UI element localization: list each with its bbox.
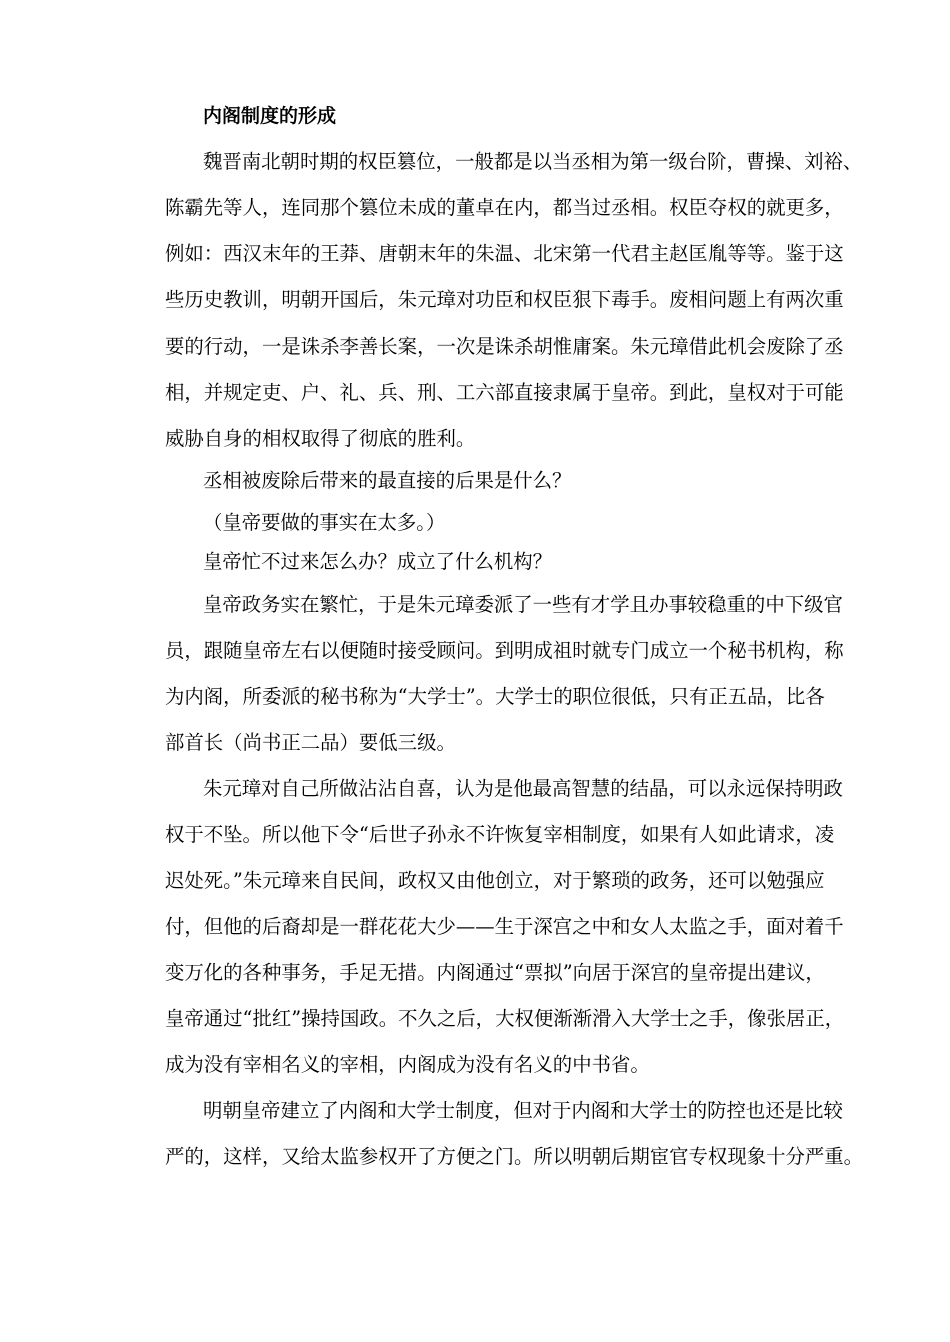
question-1: 丞相被废除后带来的最直接的后果是什么？ — [203, 469, 572, 492]
document-title: 内阁制度的形成 — [203, 105, 337, 127]
paragraph-3-line-7: 成为没有宰相名义的宰相，内阁成为没有名义的中书省。 — [165, 1053, 650, 1076]
paragraph-1-line-5: 要的行动，一是诛杀李善长案，一次是诛杀胡惟庸案。朱元璋借此机会废除了丞 — [165, 335, 844, 358]
paragraph-3-line-2: 权于不坠。所以他下令“后世子孙永不许恢复宰相制度，如果有人如此请求，凌 — [165, 823, 835, 846]
paragraph-3-line-5: 变万化的各种事务，手足无措。内阁通过“票拟”向居于深宫的皇帝提出建议， — [165, 961, 825, 984]
paragraph-1-line-7: 威胁自身的相权取得了彻底的胜利。 — [165, 427, 476, 450]
paragraph-1-line-1: 魏晋南北朝时期的权臣篡位，一般都是以当丞相为第一级台阶，曹操、刘裕、 — [203, 150, 863, 173]
paragraph-2-line-3: 为内阁，所委派的秘书称为“大学士”。大学士的职位很低，只有正五品，比各 — [165, 685, 825, 708]
paragraph-4-line-1: 明朝皇帝建立了内阁和大学士制度，但对于内阁和大学士的防控也还是比较 — [203, 1099, 843, 1122]
paragraph-3-line-1: 朱元璋对自己所做沾沾自喜，认为是他最高智慧的结晶，可以永远保持明政 — [203, 777, 843, 800]
paragraph-2-line-2: 员，跟随皇帝左右以便随时接受顾问。到明成祖时就专门成立一个秘书机构，称 — [165, 639, 844, 662]
paragraph-1-line-6: 相，并规定吏、户、礼、兵、刑、工六部直接隶属于皇帝。到此，皇权对于可能 — [165, 381, 844, 404]
paragraph-3-line-6: 皇帝通过“批红”操持国政。不久之后，大权便渐渐滑入大学士之手，像张居正， — [165, 1007, 845, 1030]
paragraph-2-line-1: 皇帝政务实在繁忙，于是朱元璋委派了一些有才学且办事较稳重的中下级官 — [203, 593, 843, 616]
question-2: 皇帝忙不过来怎么办？成立了什么机构？ — [203, 550, 553, 573]
paragraph-2-line-4: 部首长（尚书正二品）要低三级。 — [165, 731, 456, 754]
paragraph-1-line-4: 些历史教训，明朝开国后，朱元璋对功臣和权臣狠下毒手。废相问题上有两次重 — [165, 288, 844, 311]
paragraph-3-line-4: 付，但他的后裔却是一群花花大少——生于深宫之中和女人太监之手，面对着千 — [165, 915, 844, 938]
paragraph-1-line-2: 陈霸先等人，连同那个篡位未成的董卓在内，都当过丞相。权臣夺权的就更多， — [165, 196, 844, 219]
paragraph-3-line-3: 迟处死。”朱元璋来自民间，政权又由他创立，对于繁琐的政务，还可以勉强应 — [165, 869, 825, 892]
paragraph-4-line-2: 严的，这样，又给太监参权开了方便之门。所以明朝后期宦官专权现象十分严重。 — [165, 1145, 864, 1168]
answer-1: （皇帝要做的事实在太多。） — [203, 511, 446, 534]
paragraph-1-line-3: 例如：西汉末年的王莽、唐朝末年的朱温、北宋第一代君主赵匡胤等等。鉴于这 — [165, 242, 844, 265]
